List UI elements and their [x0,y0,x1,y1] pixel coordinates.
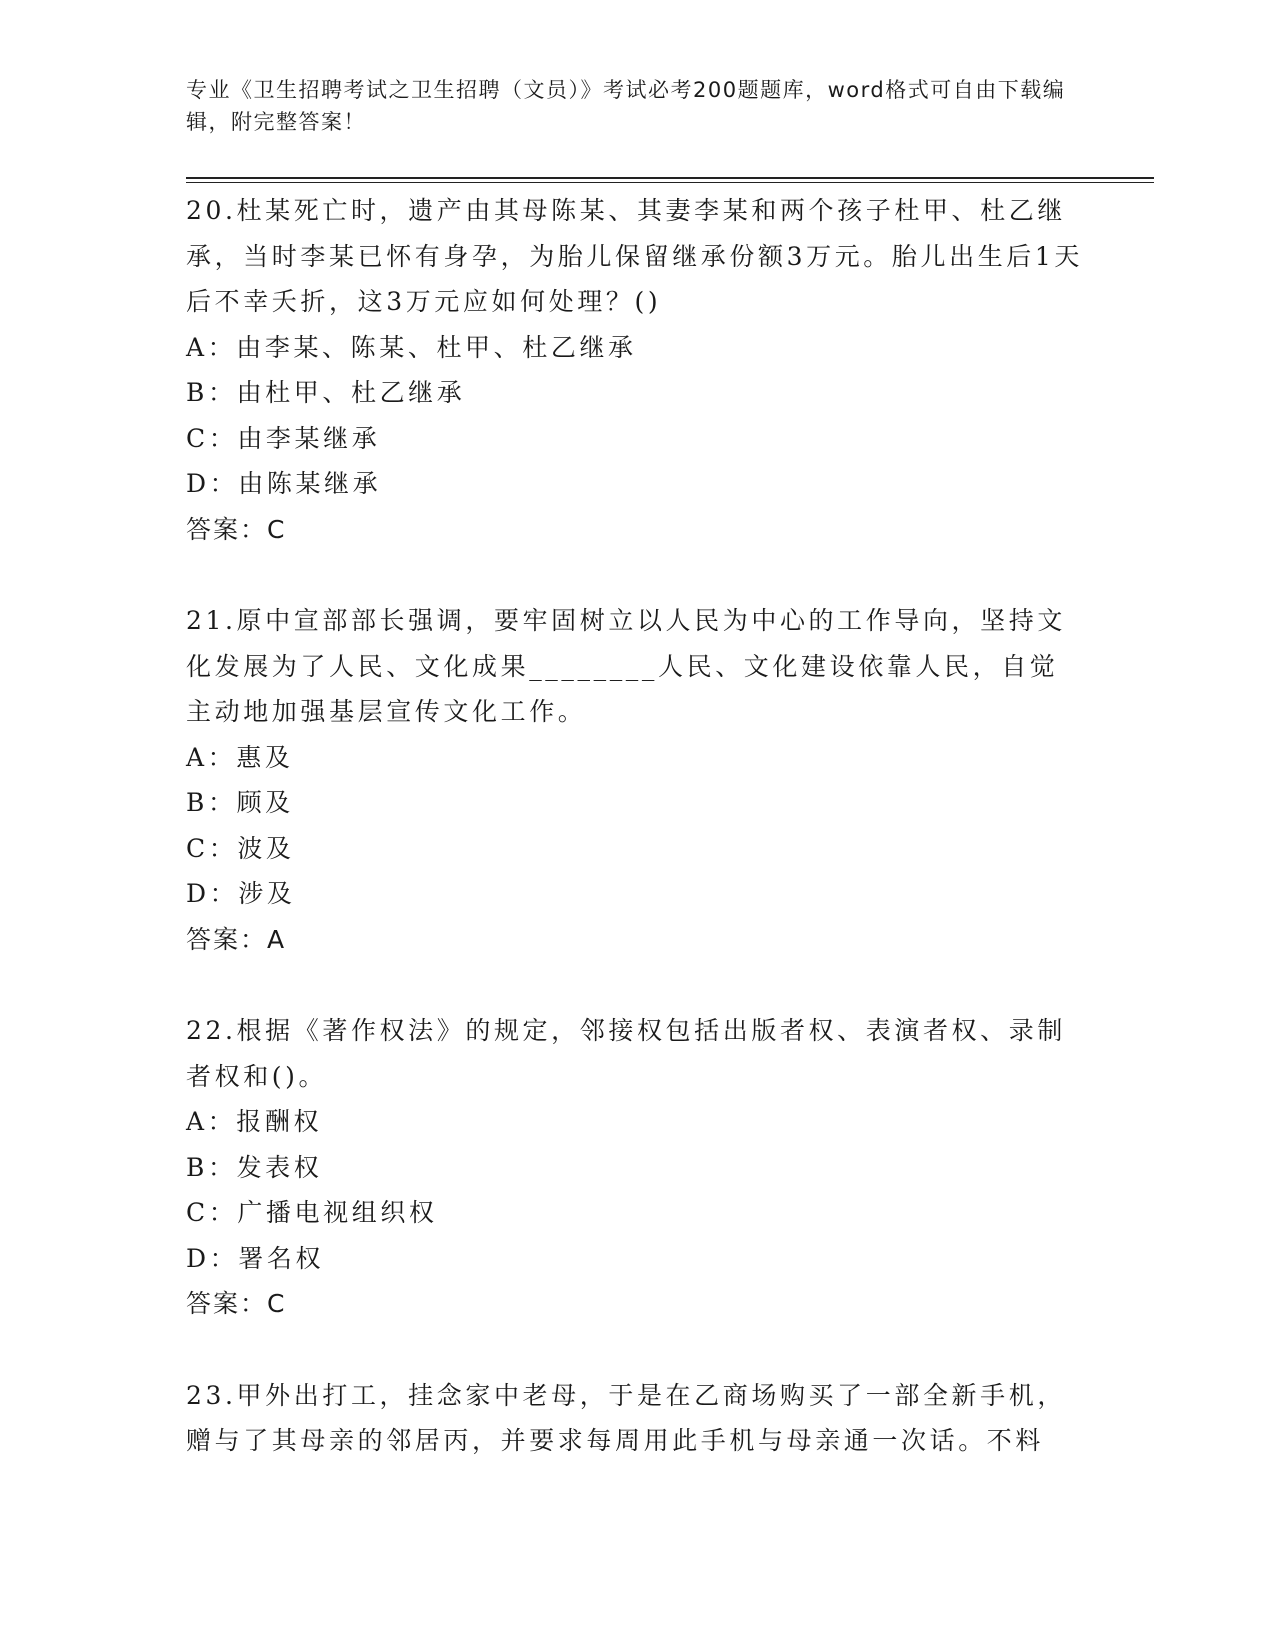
option-c: C：由李某继承 [186,423,381,453]
header-divider-thin [186,182,1154,183]
option-b: B：顾及 [186,788,294,817]
option-b: B：发表权 [186,1152,323,1182]
question-20 [186,188,1086,552]
document-header: 专业《卫生招聘考试之卫生招聘（文员）》考试必考200题题库，word格式可自由下载编辑，附完整答案！ [186,78,1066,134]
option-a: A：报酬权 [186,1107,323,1136]
option-a: A：惠及 [186,742,294,772]
answer-label: 答案：C [186,514,287,544]
question-23 [186,1373,1086,1464]
question-spacer [186,552,1086,598]
answer-label: 答案：C [186,1289,287,1318]
option-b: B：由杜甲、杜乙继承 [186,378,466,407]
question-list [186,188,1086,1464]
header-divider-thick [186,177,1154,179]
question-stem: 23.甲外出打工，挂念家中老母，于是在乙商场购买了一部全新手机，赠与了其母亲的邻居丙，并要求每周用此手机与母亲通一次话。不料 [186,1380,1066,1455]
option-a: A：由李某、陈某、杜甲、杜乙继承 [186,332,637,362]
question-stem: 20.杜某死亡时，遗产由其母陈某、其妻李某和两个孩子杜甲、杜乙继承，当时李某已怀有身孕，为胎儿保留继承份额3万元。胎儿出生后1天后不幸夭折，这3万元应如何处理？() [186,196,1084,316]
question-spacer [186,1327,1086,1373]
option-c: C：广播电视组织权 [186,1198,438,1227]
option-d: D：署名权 [186,1243,325,1273]
option-d: D：涉及 [186,879,296,908]
question-22 [186,1008,1086,1327]
question-spacer [186,962,1086,1008]
question-stem: 21.原中宣部部长强调，要牢固树立以人民为中心的工作导向，坚持文化发展为了人民、文化成果________人民、文化建设依靠人民，自觉主动地加强基层宣传文化工作。 [186,606,1066,726]
option-d: D：由陈某继承 [186,469,382,498]
question-21 [186,598,1086,962]
answer-label: 答案：A [186,924,287,954]
option-c: C：波及 [186,833,295,863]
question-stem: 22.根据《著作权法》的规定，邻接权包括出版者权、表演者权、录制者权和()。 [186,1016,1066,1091]
